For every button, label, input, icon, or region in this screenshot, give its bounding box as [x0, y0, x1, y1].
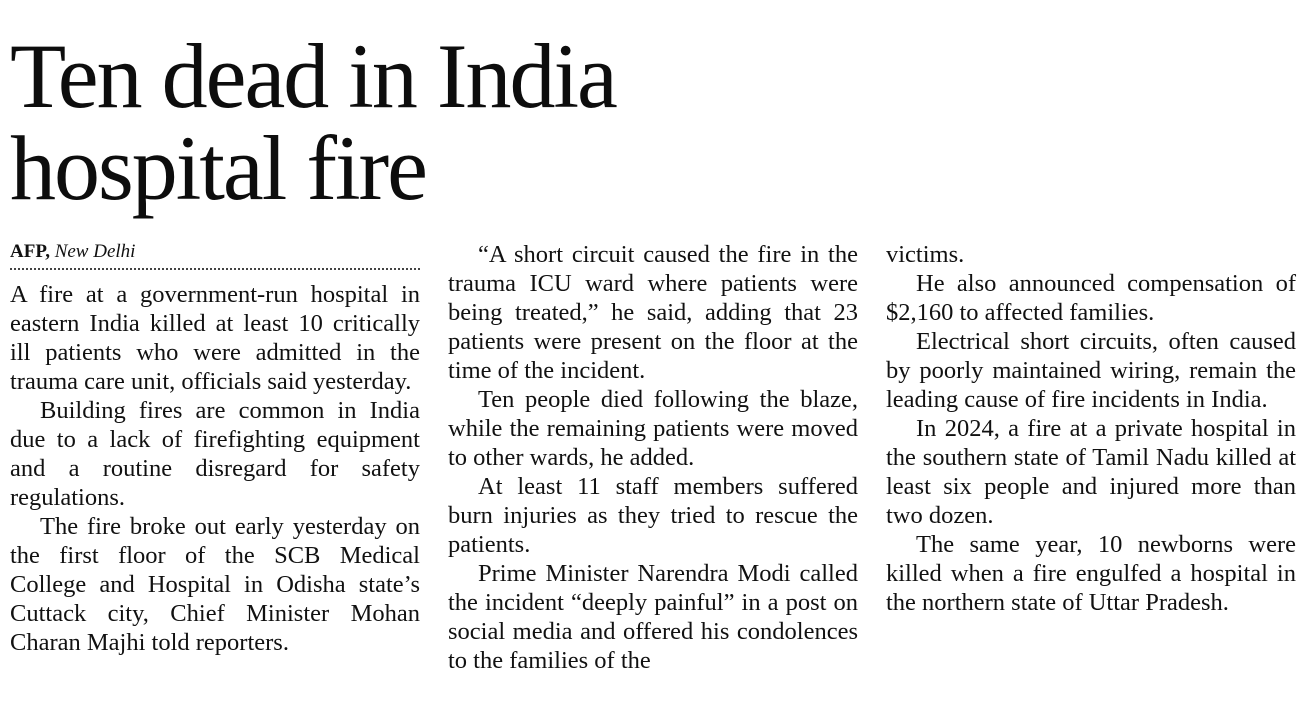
paragraph: He also announced compensation of $2,160 to affected families.: [886, 270, 1296, 326]
byline: [10, 240, 420, 270]
paragraph: The fire broke out early yesterday on the first floor of the SCB Medical College and Hospital in Odisha state’s Cuttack city, Chief Minister Mohan Charan Majhi told reporters.: [10, 513, 420, 656]
paragraph: The same year, 10 newborns were killed when a fire engulfed a hospital in the northern state of Uttar Pradesh.: [886, 531, 1296, 616]
paragraph: At least 11 staff members suffered burn injuries as they tried to rescue the patients.: [448, 473, 858, 558]
paragraph: In 2024, a fire at a private hospital in the southern state of Tamil Nadu killed at least six people and injured more than two dozen.: [886, 415, 1296, 529]
headline-line-2: hospital fire: [10, 117, 426, 219]
paragraph: Building fires are common in India due to a lack of firefighting equipment and a routine disregard for safety regulations.: [10, 397, 420, 511]
article-column-2: [448, 240, 858, 675]
paragraph: victims.: [886, 241, 965, 268]
byline-agency: AFP,: [10, 241, 50, 262]
article-column-3: [886, 240, 1296, 617]
headline: [10, 25, 910, 219]
paragraph: Ten people died following the blaze, while the remaining patients were moved to other wards, he added.: [448, 386, 858, 471]
headline-line-1: Ten dead in India: [10, 25, 616, 127]
article-column-1: [10, 240, 420, 657]
byline-place: New Delhi: [54, 241, 136, 262]
paragraph: Prime Minister Narendra Modi called the incident “deeply painful” in a post on social media and offered his condolences to the families of the: [448, 560, 858, 674]
paragraph: Electrical short circuits, often caused by poorly maintained wiring, remain the leading cause of fire incidents in India.: [886, 328, 1296, 413]
paragraph: “A short circuit caused the fire in the trauma ICU ward where patients were being treated,” he said, adding that 23 patients were present on the floor at the time of the incident.: [448, 241, 858, 384]
paragraph: A fire at a government-run hospital in eastern India killed at least 10 critically ill patients who were admitted in the trauma care unit, officials said yesterday.: [10, 281, 420, 395]
